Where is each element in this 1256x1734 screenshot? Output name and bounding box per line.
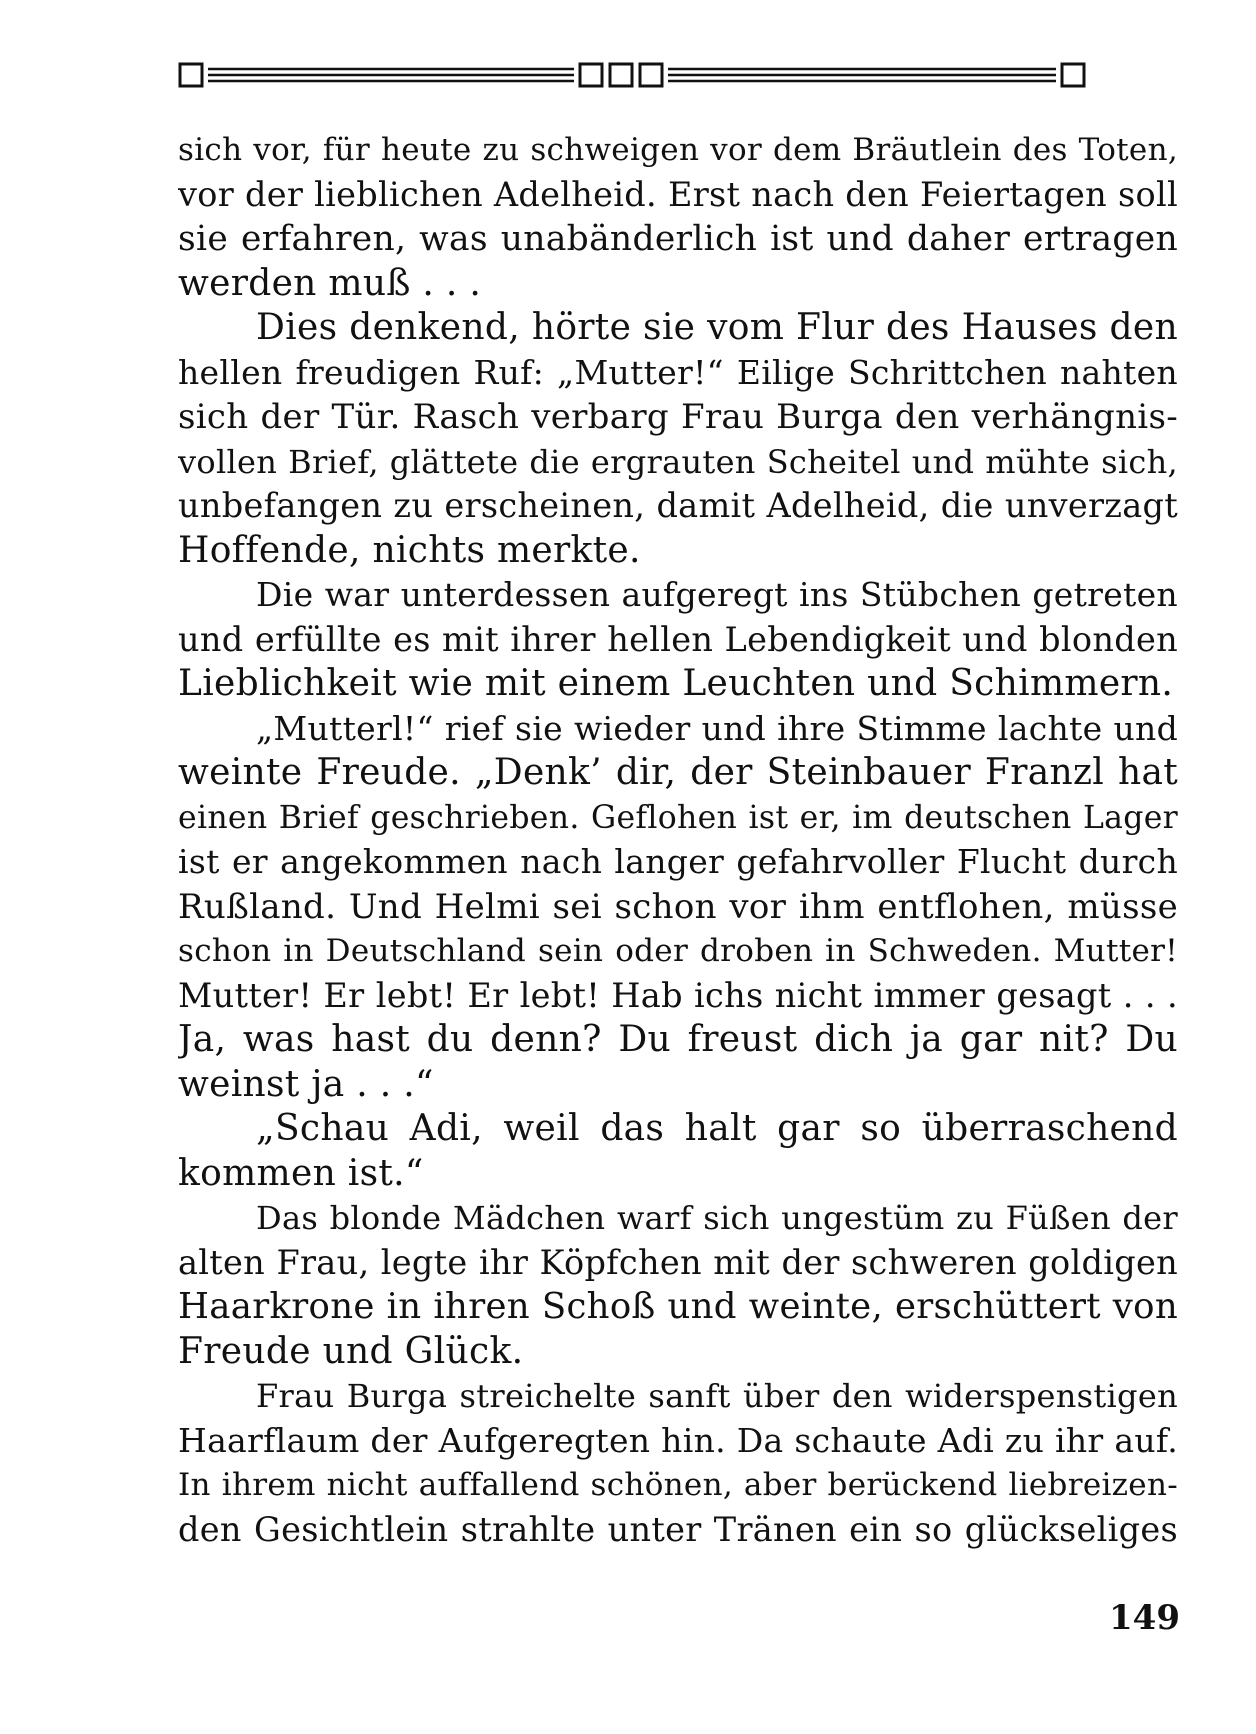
body-text [178,128,1178,1552]
text-line: kommen ist.“ [178,1152,424,1194]
text-line: „Mutterl!“ rief sie wieder und ihre Stimme lachte und [256,708,1178,748]
text-line: sich der Tür. Rasch verbarg Frau Burga den verhängnis- [178,397,1178,437]
text-line: hellen freudigen Ruf: „Mutter!“ Eilige Schrittchen nahten [178,352,1178,392]
ornament-square-left [180,64,202,86]
text-line: vollen Brief, glättete die ergrauten Scheitel und mühte sich, [178,442,1178,481]
text-line: „Schau Adi, weil das halt gar so überraschend [256,1108,1178,1149]
text-line: sich vor, für heute zu schweigen vor dem Bräutlein des Toten, [178,132,1178,168]
text-line: Das blonde Mädchen warf sich ungestüm zu Füßen der [256,1199,1178,1237]
text-line: Hoffende, nichts merkte. [178,529,641,571]
text-line: Haarkrone in ihren Schoß und weinte, erschüttert von [178,1286,1178,1327]
text-line: Lieblichkeit wie mit einem Leuchten und Schimmern. [178,663,1174,704]
text-line: Die war unterdessen aufgeregt ins Stübchen getreten [256,575,1178,614]
text-line: In ihrem nicht auffallend schönen, aber berückend liebreizen- [178,1467,1178,1503]
text-line: Rußland. Und Helmi sei schon vor ihm entflohen, müsse [178,886,1178,927]
text-line: sie erfahren, was unabänderlich ist und daher ertragen [178,219,1178,259]
text-line: Mutter! Er lebt! Er lebt! Hab ichs nicht immer gesagt . . . [178,975,1178,1015]
text-line: Freude und Glück. [178,1330,524,1372]
text-line: weinte Freude. „Denk’ dir, der Steinbauer Franzl hat [178,752,1178,793]
text-line: Dies denkend, hörte sie vom Flur des Hauses den [256,307,1178,348]
text-line: weinst ja . . .“ [178,1063,434,1105]
text-line: Frau Burga streichelte sanft über den widerspenstigen [256,1377,1178,1415]
header-ornament [178,58,1178,98]
ornament-square-center-1 [580,64,602,86]
text-line: schon in Deutschland sein oder droben in Schweden. Mutter! [178,933,1178,969]
text-line: einen Brief geschrieben. Geflohen ist er, im deutschen Lager [178,799,1178,836]
text-line: Ja, was hast du denn? Du freust dich ja gar nit? Du [178,1019,1178,1060]
text-line: werden muß . . . [178,262,482,304]
text-line: unbefangen zu erscheinen, damit Adelheid, die unverzagt [178,486,1178,525]
text-line: den Gesichtlein strahlte unter Tränen ein so glückseliges [178,1509,1178,1549]
ornament-square-right [1062,64,1084,86]
text-line: vor der lieblichen Adelheid. Erst nach den Feiertagen soll [178,174,1178,214]
page-number: 149 [1109,1598,1180,1638]
text-line: ist er angekommen nach langer gefahrvoller Flucht durch [178,842,1178,881]
ornament-square-center-2 [610,64,632,86]
text-line: und erfüllte es mit ihrer hellen Lebendigkeit und blonden [178,619,1178,659]
text-line: alten Frau, legte ihr Köpfchen mit der schweren goldigen [178,1242,1178,1282]
ornament-square-center-3 [640,64,662,86]
text-line: Haarflaum der Aufgeregten hin. Da schaute Adi zu ihr auf. [178,1420,1178,1460]
